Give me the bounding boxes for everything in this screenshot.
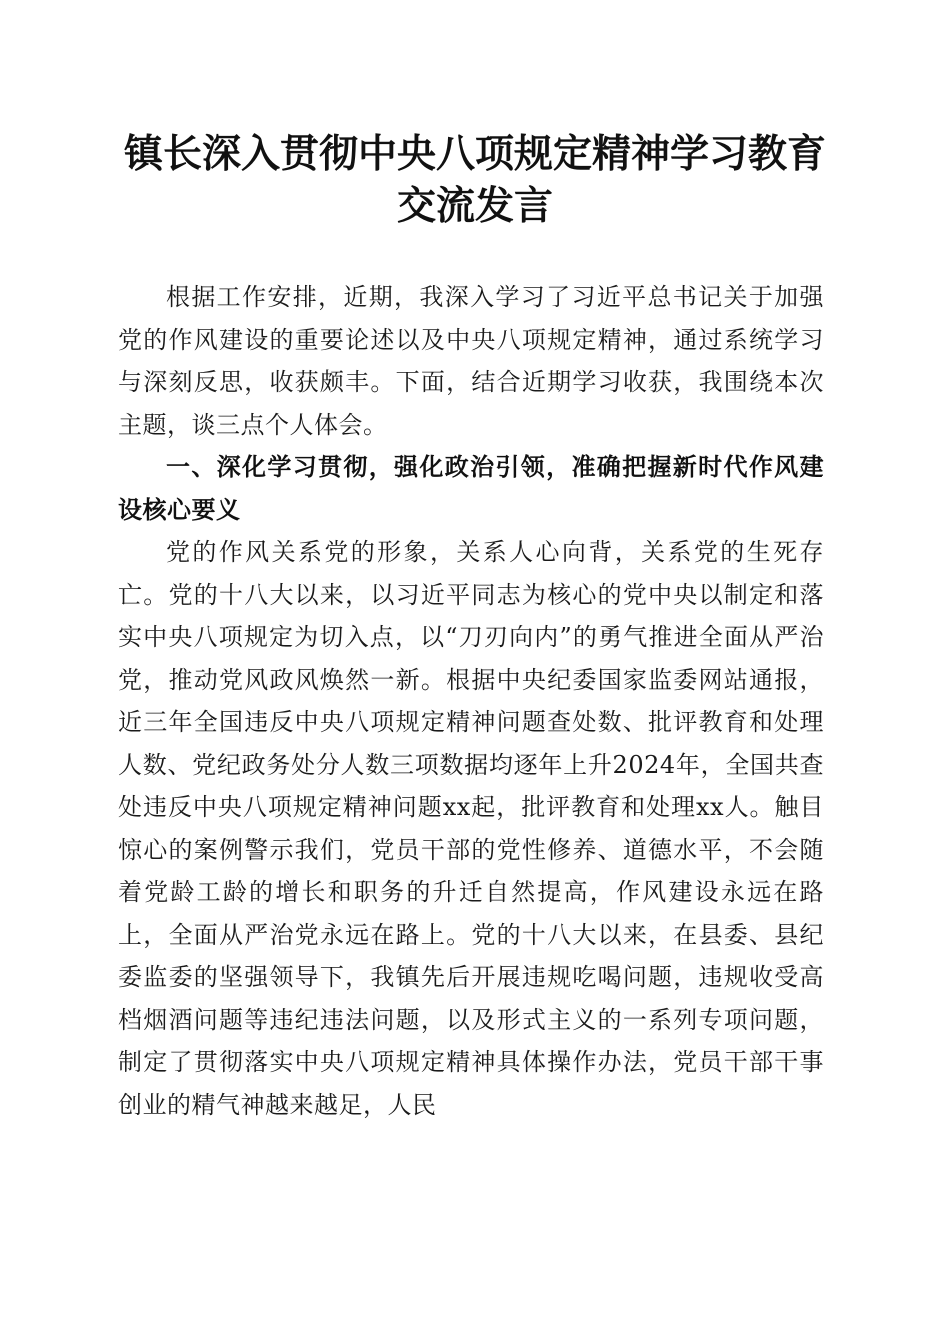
section-heading: 一、深化学习贯彻，强化政治引领，准确把握新时代作风建设核心要义: [118, 453, 824, 524]
document-title: 镇长深入贯彻中央八项规定精神学习教育交流发言: [123, 131, 826, 229]
intro-paragraph: 根据工作安排，近期，我深入学习了习近平总书记关于加强党的作风建设的重要论述以及中央八项规定精神，通过系统学习与深刻反思，收获颇丰。下面，结合近期学习收获，我围绕本次主题，谈三点个人体会。: [118, 283, 824, 439]
section-paragraph: 党的作风关系党的形象，关系人心向背，关系党的生死存亡。党的十八大以来，以习近平同志为核心的党中央以制定和落实中央八项规定为切入点，以“刀刃向内”的勇气推进全面从严治党，推动党风政风焕然一新。根据中央纪委国家监委网站通报，近三年全国违反中央八项规定精神问题查处数、批评教育和处理人数、党纪政务处分人数三项数据均逐年上升2024年，全国共查处违反中央八项规定精神问题xx起，批评教育和处理xx人。触目惊心的案例警示我们，党员干部的党性修养、道德水平，不会随着党龄工龄的增长和职务的升迁自然提高，作风建设永远在路上，全面从严治党永远在路上。党的十八大以来，在县委、县纪委监委的坚强领导下，我镇先后开展违规吃喝问题，违规收受高档烟酒问题等违纪违法问题，以及形式主义的一系列专项问题，制定了贯彻落实中央八项规定精神具体操作办法，党员干部干事创业的精气神越来越足，人民: [118, 538, 824, 1119]
document-body: [118, 276, 824, 1126]
